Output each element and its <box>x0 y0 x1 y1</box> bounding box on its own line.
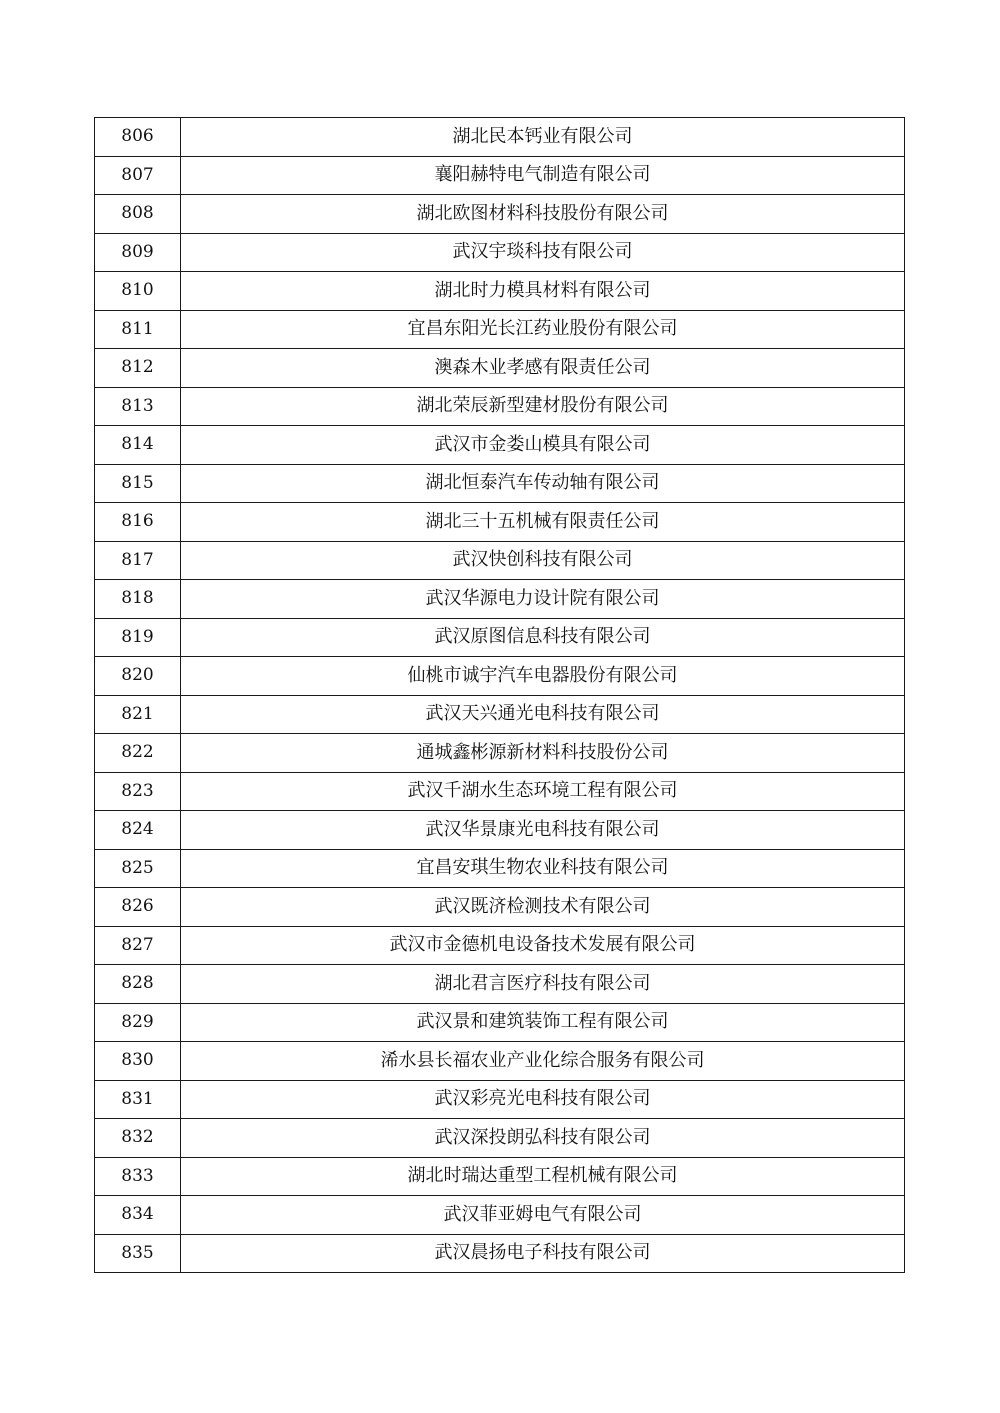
table-row <box>95 1234 905 1273</box>
company-name-cell: 武汉天兴通光电科技有限公司 <box>181 695 905 734</box>
table-row <box>95 965 905 1004</box>
table-row <box>95 580 905 619</box>
table-row <box>95 503 905 542</box>
table-row <box>95 657 905 696</box>
company-name-cell: 湖北君言医疗科技有限公司 <box>181 965 905 1004</box>
company-name-cell: 湖北时瑞达重型工程机械有限公司 <box>181 1157 905 1196</box>
table-row <box>95 464 905 503</box>
table-row <box>95 1157 905 1196</box>
company-name-cell: 湖北时力模具材料有限公司 <box>181 272 905 311</box>
row-number-cell: 816 <box>95 503 181 542</box>
table-row <box>95 1196 905 1235</box>
row-number-cell: 817 <box>95 541 181 580</box>
company-name-cell: 武汉深投朗弘科技有限公司 <box>181 1119 905 1158</box>
table-row <box>95 618 905 657</box>
table-row <box>95 695 905 734</box>
row-number-cell: 824 <box>95 811 181 850</box>
company-name-cell: 仙桃市诚宇汽车电器股份有限公司 <box>181 657 905 696</box>
company-name-cell: 湖北恒泰汽车传动轴有限公司 <box>181 464 905 503</box>
table-row <box>95 541 905 580</box>
table-row <box>95 734 905 773</box>
row-number-cell: 822 <box>95 734 181 773</box>
table-row <box>95 811 905 850</box>
company-name-cell: 湖北荣辰新型建材股份有限公司 <box>181 387 905 426</box>
company-name-cell: 武汉市金娄山模具有限公司 <box>181 426 905 465</box>
row-number-cell: 831 <box>95 1080 181 1119</box>
table-row <box>95 1080 905 1119</box>
table-row <box>95 387 905 426</box>
table-row <box>95 156 905 195</box>
row-number-cell: 830 <box>95 1042 181 1081</box>
company-name-cell: 襄阳赫特电气制造有限公司 <box>181 156 905 195</box>
company-name-cell: 浠水县长福农业产业化综合服务有限公司 <box>181 1042 905 1081</box>
row-number-cell: 810 <box>95 272 181 311</box>
row-number-cell: 806 <box>95 118 181 157</box>
row-number-cell: 832 <box>95 1119 181 1158</box>
row-number-cell: 826 <box>95 888 181 927</box>
row-number-cell: 815 <box>95 464 181 503</box>
company-name-cell: 武汉千湖水生态环境工程有限公司 <box>181 772 905 811</box>
table-row <box>95 310 905 349</box>
company-name-cell: 武汉彩亮光电科技有限公司 <box>181 1080 905 1119</box>
row-number-cell: 811 <box>95 310 181 349</box>
row-number-cell: 812 <box>95 349 181 388</box>
company-name-cell: 武汉华源电力设计院有限公司 <box>181 580 905 619</box>
row-number-cell: 818 <box>95 580 181 619</box>
company-name-cell: 武汉宇琰科技有限公司 <box>181 233 905 272</box>
row-number-cell: 820 <box>95 657 181 696</box>
company-name-cell: 武汉菲亚姆电气有限公司 <box>181 1196 905 1235</box>
row-number-cell: 819 <box>95 618 181 657</box>
company-list-table <box>94 117 905 1273</box>
company-name-cell: 宜昌东阳光长江药业股份有限公司 <box>181 310 905 349</box>
row-number-cell: 833 <box>95 1157 181 1196</box>
company-name-cell: 湖北三十五机械有限责任公司 <box>181 503 905 542</box>
company-name-cell: 武汉华景康光电科技有限公司 <box>181 811 905 850</box>
table-row <box>95 1003 905 1042</box>
row-number-cell: 821 <box>95 695 181 734</box>
row-number-cell: 825 <box>95 849 181 888</box>
row-number-cell: 809 <box>95 233 181 272</box>
company-name-cell: 通城鑫彬源新材料科技股份公司 <box>181 734 905 773</box>
table-row <box>95 888 905 927</box>
table-row <box>95 772 905 811</box>
company-name-cell: 武汉快创科技有限公司 <box>181 541 905 580</box>
table-row <box>95 272 905 311</box>
row-number-cell: 835 <box>95 1234 181 1273</box>
table-row <box>95 1042 905 1081</box>
row-number-cell: 829 <box>95 1003 181 1042</box>
company-name-cell: 湖北欧图材料科技股份有限公司 <box>181 195 905 234</box>
table-row <box>95 1119 905 1158</box>
company-name-cell: 澳森木业孝感有限责任公司 <box>181 349 905 388</box>
table-row <box>95 849 905 888</box>
company-name-cell: 湖北民本钙业有限公司 <box>181 118 905 157</box>
table-body <box>95 118 905 1273</box>
company-name-cell: 宜昌安琪生物农业科技有限公司 <box>181 849 905 888</box>
table-row <box>95 195 905 234</box>
row-number-cell: 828 <box>95 965 181 1004</box>
row-number-cell: 827 <box>95 926 181 965</box>
table-row <box>95 426 905 465</box>
row-number-cell: 813 <box>95 387 181 426</box>
company-name-cell: 武汉市金德机电设备技术发展有限公司 <box>181 926 905 965</box>
company-name-cell: 武汉原图信息科技有限公司 <box>181 618 905 657</box>
table-row <box>95 926 905 965</box>
table-row <box>95 233 905 272</box>
row-number-cell: 823 <box>95 772 181 811</box>
row-number-cell: 814 <box>95 426 181 465</box>
table-row <box>95 118 905 157</box>
table-row <box>95 349 905 388</box>
company-name-cell: 武汉既济检测技术有限公司 <box>181 888 905 927</box>
row-number-cell: 834 <box>95 1196 181 1235</box>
company-name-cell: 武汉晨扬电子科技有限公司 <box>181 1234 905 1273</box>
row-number-cell: 808 <box>95 195 181 234</box>
row-number-cell: 807 <box>95 156 181 195</box>
company-name-cell: 武汉景和建筑装饰工程有限公司 <box>181 1003 905 1042</box>
